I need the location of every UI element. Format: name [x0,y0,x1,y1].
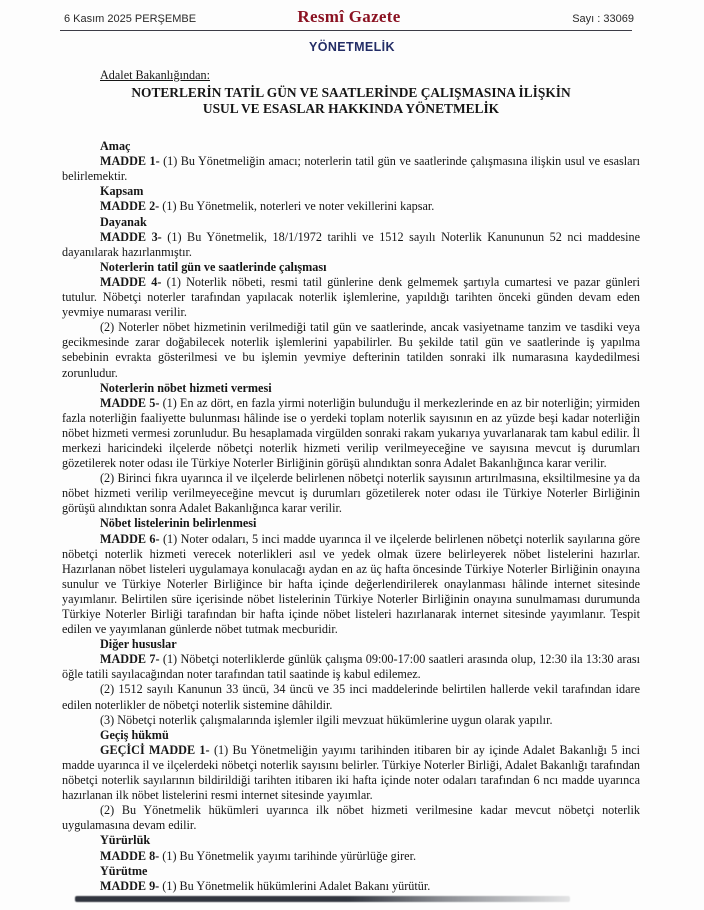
article-number: MADDE 5- [100,395,163,410]
gazette-masthead [64,7,634,27]
article-number: MADDE 6- [100,531,163,546]
article-paragraph: MADDE 8- (1) Bu Yönetmelik yayımı tarihinde yürürlüğe girer. [100,848,417,863]
article-paragraph: MADDE 9- (1) Bu Yönetmelik hükümlerini Adalet Bakanı yürütür. [100,878,431,893]
article-paragraph: (2) Bu Yönetmelik hükümleri uyarınca ilk nöbet hizmeti verilmesine kadar mevcut nöbetçi noterlik uygulamasına devam edilir. [62,803,640,833]
gazette-masthead-title: Resmî Gazete [297,7,401,26]
article-paragraph: (2) Birinci fıkra uyarınca il ve ilçelerde belirlenen nöbetçi noterlik sayısının artırılmasına, eksiltilmesine ya da nöbet hizmeti verilip verilmeyeceğine mevcut iş durumları gözetilerek noter odası ile Türkiye Noterler Birliğinin görüşü alındıktan sonra Adalet Bakanlığınca karar verilir. [62,471,640,516]
article-heading: Yürürlük [100,833,151,848]
article-number: MADDE 3- [100,229,168,244]
article-number: MADDE 8- [100,848,163,863]
regulation-title-line-1: NOTERLERİN TATİL GÜN VE SAATLERİNDE ÇALIŞMASINA İLİŞKİN [131,85,571,101]
article-paragraph: (3) Nöbetçi noterlik çalışmalarında işlemler ilgili mevzuat hükümlerine uygun olarak yapılır. [100,712,553,727]
article-number: MADDE 1- [100,154,164,169]
issuing-authority: Adalet Bakanlığından: [100,68,210,82]
article-number: MADDE 9- [100,878,163,893]
article-paragraph: MADDE 7- (1) Nöbetçi noterliklerde günlük çalışma 09:00-17:00 saatleri arasında olup, 12:30 ila 13:30 arası öğle tatili sayılacağından noter tarafından tatil saatinde iş kabul edilemez. [62,652,640,682]
gazette-date: 6 Kasım 2025 PERŞEMBE [64,13,197,25]
article-number: GEÇİCİ MADDE 1- [100,742,214,757]
article-number: MADDE 2- [100,199,163,214]
article-paragraph: GEÇİCİ MADDE 1- (1) Bu Yönetmeliğin yayımı tarihinden itibaren bir ay içinde Adalet Bakanlığı 5 inci madde uyarınca il ve ilçelerdeki nöbetçi noterlik sayısını belirler. Türkiye Noterler Birliği, Adalet Bakanlığı tarafından nöbetçi noterlik sayılarının bildirildiği tarihten itibaren iki hafta içinde noter odaları tarafından 6 ncı madde uyarınca hazırlanan ilk nöbet listelerini resmi internet sitesinde yayımlar. [62,742,640,803]
regulation-document [62,68,640,894]
article-heading: Diğer hususlar [100,637,177,652]
article-heading: Amaç [100,139,131,154]
article-paragraph: MADDE 2- (1) Bu Yönetmelik, noterleri ve noter vekillerini kapsar. [100,199,435,214]
article-number: MADDE 7- [100,652,163,667]
article-heading: Nöbet listelerinin belirlenmesi [100,516,257,531]
article-paragraph: MADDE 4- (1) Noterlik nöbeti, resmi tatil günlerine denk gelmemek şartıyla cumartesi ve pazar günleri tutulur. Nöbetçi noterler tarafından yapılacak noterlik işlemlerine, yapıldığı tarihten önceki günden devam eden yevmiye numarası verilir. [62,274,640,320]
article-heading: Dayanak [100,214,147,229]
document-body [62,139,640,894]
article-paragraph: (2) 1512 sayılı Kanunun 33 üncü, 34 üncü ve 35 inci maddelerinde belirtilen hallerde vekil tarafından idare edilen noterlikler de nöbetçi noterlik sistemine dâhildir. [62,682,640,712]
page-bottom-shadow [75,896,570,902]
article-paragraph: MADDE 5- (1) En az dört, en fazla yirmi noterliğin bulunduğu il merkezlerinde en az bir noterliğin; yirmiden fazla noterliğin faaliyette bulunması hâlinde ise o yerdeki toplam noterlik sayısının en az yüzde beşi kadar noterliğin nöbet hizmeti vermesi zorunludur. Bu hesaplamada virgülden sonraki rakam yukarıya yuvarlanarak tam kabul edilir. İl merkezi haricindeki ilçelerde nöbetçi noterlik hizmeti verilip verilmeyeceğine ve sayısına mevcut iş durumları gözetilerek noter odası ile Türkiye Noterler Birliğinin görüşü alındıktan sonra Adalet Bakanlığınca karar verilir. [62,395,640,471]
article-heading: Noterlerin tatil gün ve saatlerinde çalışması [100,259,327,274]
article-heading: Noterlerin nöbet hizmeti vermesi [100,380,272,395]
regulation-title-line-2: USUL VE ESASLAR HAKKINDA YÖNETMELİK [202,101,500,117]
article-heading: Kapsam [100,184,144,199]
gazette-issue-number: Sayı : 33069 [572,13,634,25]
article-heading: Geçiş hükmü [100,727,169,742]
article-number: MADDE 4- [100,274,167,289]
article-paragraph: MADDE 3- (1) Bu Yönetmelik, 18/1/1972 tarihli ve 1512 sayılı Noterlik Kanununun 52 nci maddesine dayanılarak hazırlanmıştır. [62,229,640,259]
article-heading: Yürütme [100,863,148,878]
article-paragraph: MADDE 1- (1) Bu Yönetmeliğin amacı; noterlerin tatil gün ve saatlerinde çalışmasına ilişkin usul ve esasları belirlemektir. [62,154,640,184]
section-title: YÖNETMELİK [309,40,395,54]
regulation-title [82,85,620,117]
article-paragraph: MADDE 6- (1) Noter odaları, 5 inci madde uyarınca il ve ilçelerde belirlenen nöbetçi noterlik sayılarına göre nöbetçi noterlik hizmeti verecek noterlikleri asıl ve yedek olmak üzere belirleyerek nöbet listelerini hazırlar. Hazırlanan nöbet listeleri uygulamaya konulacağı aydan en az üç hafta öncesinde Türkiye Noterler Birliğinin onayına sunulur ve Türkiye Noterler Birliğince bir hafta içinde değerlendirilerek onaylanması hâlinde internet sitesinde yayımlanır. Belirtilen süre içerisinde nöbet listelerinin Türkiye Noterler Birliğinin onayına sunulmaması durumunda Türkiye Noterler Birliği tarafından bir hafta içinde nöbet listeleri hazırlanarak internet sitesinde yayımlanır. Tespit edilen ve yayımlanan günlerde nöbet tutmak mecburidir. [62,531,640,637]
article-paragraph: (2) Noterler nöbet hizmetinin verilmediği tatil gün ve saatlerinde, ancak vasiyetname tanzim ve tasdiki veya gecikmesinde zarar doğabilecek noterlik işlemlerini yapabilirler. Bu şekilde tatil gün ve saatlerinde iş yapılma sebebinin evrakta gösterilmesi ve bu işlemin yevmiye defterinin tatilden sonraki ilk numarasına kaydedilmesi zorunludur. [62,320,640,380]
masthead-divider [60,30,632,31]
